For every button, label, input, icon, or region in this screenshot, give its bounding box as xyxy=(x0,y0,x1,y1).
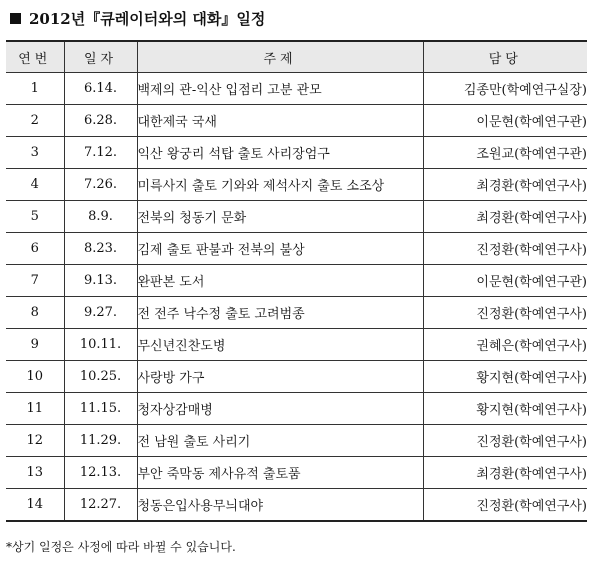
table-header-row xyxy=(6,41,587,73)
row-curator: 진정환(학예연구사) xyxy=(423,489,587,522)
row-curator: 김종만(학예연구실장) xyxy=(423,73,587,105)
row-curator: 이문현(학예연구관) xyxy=(423,105,587,137)
schedule-table xyxy=(6,40,587,522)
row-date: 7.26. xyxy=(64,169,137,201)
row-curator: 황지현(학예연구사) xyxy=(423,393,587,425)
table-row xyxy=(6,297,587,329)
row-topic: 김제 출토 판불과 전북의 불상 xyxy=(137,233,423,265)
row-curator: 이문현(학예연구관) xyxy=(423,265,587,297)
row-number: 9 xyxy=(6,329,64,361)
row-number: 7 xyxy=(6,265,64,297)
row-date: 11.29. xyxy=(64,425,137,457)
row-date: 11.15. xyxy=(64,393,137,425)
table-row xyxy=(6,105,587,137)
row-topic: 청자상감매병 xyxy=(137,393,423,425)
table-row xyxy=(6,201,587,233)
square-bullet-icon xyxy=(10,13,21,24)
row-date: 8.9. xyxy=(64,201,137,233)
table-row xyxy=(6,489,587,522)
table-row xyxy=(6,265,587,297)
row-number: 2 xyxy=(6,105,64,137)
row-number: 13 xyxy=(6,457,64,489)
row-number: 1 xyxy=(6,73,64,105)
row-topic: 미륵사지 출토 기와와 제석사지 출토 소조상 xyxy=(137,169,423,201)
row-date: 6.14. xyxy=(64,73,137,105)
table-row xyxy=(6,393,587,425)
title-text: 2012년『큐레이터와의 대화』일정 xyxy=(29,9,266,28)
row-curator: 진정환(학예연구사) xyxy=(423,297,587,329)
header-curator: 담당 xyxy=(423,41,587,73)
row-curator: 진정환(학예연구사) xyxy=(423,233,587,265)
row-curator: 최경환(학예연구사) xyxy=(423,457,587,489)
row-topic: 청동은입사용무늬대야 xyxy=(137,489,423,522)
row-date: 9.13. xyxy=(64,265,137,297)
row-number: 3 xyxy=(6,137,64,169)
row-date: 6.28. xyxy=(64,105,137,137)
row-date: 10.11. xyxy=(64,329,137,361)
table-row xyxy=(6,137,587,169)
row-number: 6 xyxy=(6,233,64,265)
row-topic: 전북의 청동기 문화 xyxy=(137,201,423,233)
row-date: 12.13. xyxy=(64,457,137,489)
row-date: 10.25. xyxy=(64,361,137,393)
table-row xyxy=(6,169,587,201)
table-row xyxy=(6,329,587,361)
row-number: 11 xyxy=(6,393,64,425)
table-body xyxy=(6,73,587,522)
row-curator: 권혜은(학예연구사) xyxy=(423,329,587,361)
footnote: *상기 일정은 사정에 따라 바뀔 수 있습니다. xyxy=(6,540,236,554)
row-topic: 대한제국 국새 xyxy=(137,105,423,137)
table-row xyxy=(6,457,587,489)
row-date: 9.27. xyxy=(64,297,137,329)
row-number: 8 xyxy=(6,297,64,329)
row-topic: 익산 왕궁리 석탑 출토 사리장엄구 xyxy=(137,137,423,169)
table-row xyxy=(6,361,587,393)
row-number: 14 xyxy=(6,489,64,522)
header-date: 일자 xyxy=(64,41,137,73)
row-date: 8.23. xyxy=(64,233,137,265)
row-topic: 완판본 도서 xyxy=(137,265,423,297)
row-topic: 부안 죽막동 제사유적 출토품 xyxy=(137,457,423,489)
table-row xyxy=(6,73,587,105)
row-number: 5 xyxy=(6,201,64,233)
row-curator: 최경환(학예연구사) xyxy=(423,169,587,201)
row-topic: 백제의 관-익산 입점리 고분 관모 xyxy=(137,73,423,105)
row-curator: 진정환(학예연구사) xyxy=(423,425,587,457)
row-curator: 황지현(학예연구사) xyxy=(423,361,587,393)
row-number: 4 xyxy=(6,169,64,201)
row-topic: 전 남원 출토 사리기 xyxy=(137,425,423,457)
row-number: 10 xyxy=(6,361,64,393)
row-date: 12.27. xyxy=(64,489,137,522)
page-title xyxy=(10,6,265,30)
header-topic: 주제 xyxy=(137,41,423,73)
table-row xyxy=(6,425,587,457)
row-curator: 조원교(학예연구관) xyxy=(423,137,587,169)
row-topic: 사랑방 가구 xyxy=(137,361,423,393)
table-row xyxy=(6,233,587,265)
header-number: 연번 xyxy=(6,41,64,73)
row-number: 12 xyxy=(6,425,64,457)
row-date: 7.12. xyxy=(64,137,137,169)
row-topic: 무신년진찬도병 xyxy=(137,329,423,361)
row-curator: 최경환(학예연구사) xyxy=(423,201,587,233)
row-topic: 전 전주 낙수정 출토 고려범종 xyxy=(137,297,423,329)
